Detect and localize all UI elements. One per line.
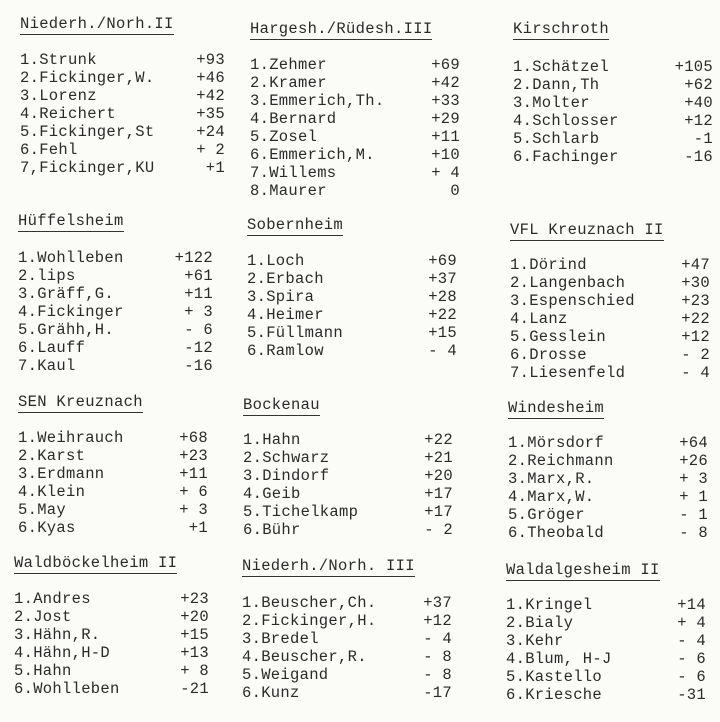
player-score: +11 [431, 128, 460, 146]
player-row [247, 252, 462, 270]
player-name: 1.Kringel [506, 596, 593, 614]
player-score: + 3 [184, 303, 213, 321]
player-name: 6.Kriesche [506, 686, 603, 704]
player-score: + 4 [431, 164, 460, 182]
player-name: 4.Beuscher,R. [242, 648, 367, 666]
player-row [508, 470, 713, 488]
player-score: -16 [184, 357, 213, 375]
player-row [513, 112, 713, 130]
player-name: 3.Emmerich,Th. [250, 92, 385, 110]
player-name: 2.Langenbach [510, 274, 626, 292]
player-row [243, 449, 458, 467]
player-score: +22 [424, 431, 453, 449]
player-row [18, 303, 218, 321]
player-score: +37 [423, 594, 452, 612]
player-score: +122 [174, 249, 213, 267]
player-row [510, 328, 715, 346]
player-row [513, 76, 713, 94]
team-title: Waldalgesheim II [506, 561, 660, 579]
player-row [513, 130, 713, 148]
player-row [20, 141, 225, 159]
player-row [20, 105, 225, 123]
team-title: Waldböckelheim II [14, 554, 178, 572]
player-name: 1.Loch [247, 252, 305, 270]
player-name: 1.Andres [14, 590, 91, 608]
player-row [18, 429, 218, 447]
player-name: 2.Fickinger,W. [20, 69, 155, 87]
player-name: 1.Zehmer [250, 56, 327, 74]
player-row [243, 467, 458, 485]
player-score: +1 [188, 519, 208, 537]
player-name: 5.Hahn [14, 662, 72, 680]
player-name: 3.Marx,R. [508, 470, 595, 488]
player-score: +1 [205, 159, 225, 177]
player-score: +12 [684, 112, 713, 130]
player-row [18, 285, 218, 303]
player-score: +23 [180, 590, 209, 608]
player-score: + 1 [679, 488, 708, 506]
player-score: -31 [677, 686, 706, 704]
player-name: 2.Bialy [506, 614, 574, 632]
player-list [14, 590, 219, 698]
player-row [247, 288, 462, 306]
player-row [18, 357, 218, 375]
team-title: SEN Kreuznach [18, 393, 143, 411]
player-row [510, 364, 715, 382]
player-row [510, 310, 715, 328]
player-name: 5.Kastello [506, 668, 603, 686]
player-score: -16 [684, 148, 713, 166]
player-score: -21 [180, 680, 209, 698]
player-name: 6.Fehl [20, 141, 78, 159]
player-name: 4.Reichert [20, 105, 117, 123]
player-name: 5.Grähh,H. [18, 321, 115, 339]
player-score: +11 [184, 285, 213, 303]
player-row [506, 668, 711, 686]
player-name: 3.Spira [247, 288, 315, 306]
player-score: +40 [684, 94, 713, 112]
player-name: 5.Füllmann [247, 324, 344, 342]
player-row [250, 56, 465, 74]
player-row [20, 87, 225, 105]
team-title: VFL Kreuznach II [510, 221, 664, 239]
player-name: 2.lips [18, 267, 76, 285]
player-list [506, 596, 711, 704]
player-score: +105 [674, 58, 713, 76]
player-score: +20 [180, 608, 209, 626]
player-list [242, 594, 457, 702]
player-row [508, 452, 713, 470]
player-row [20, 123, 225, 141]
player-name: 2.Karst [18, 447, 86, 465]
player-name: 3.Bredel [242, 630, 319, 648]
team-title: Bockenau [243, 396, 320, 414]
player-score: +15 [180, 626, 209, 644]
player-name: 2.Jost [14, 608, 72, 626]
player-name: 1.Wohlleben [18, 249, 124, 267]
player-score: +35 [196, 105, 225, 123]
player-name: 6.Kyas [18, 519, 76, 537]
player-name: 3.Kehr [506, 632, 564, 650]
player-name: 7.Willems [250, 164, 337, 182]
player-row [513, 58, 713, 76]
player-name: 2.Reichmann [508, 452, 614, 470]
player-score: +22 [428, 306, 457, 324]
team-title: Hargesh./Rüdesh.III [250, 20, 433, 38]
player-score: +14 [677, 596, 706, 614]
player-name: 1.Dörind [510, 256, 587, 274]
player-name: 6.Fachinger [513, 148, 619, 166]
player-row [508, 488, 713, 506]
player-row [243, 521, 458, 539]
player-score: - 2 [424, 521, 453, 539]
player-name: 5.Tichelkamp [243, 503, 359, 521]
player-score: +15 [428, 324, 457, 342]
player-name: 4.Marx,W. [508, 488, 595, 506]
player-score: -17 [423, 684, 452, 702]
player-score: - 6 [677, 650, 706, 668]
player-row [250, 110, 465, 128]
player-name: 5.Schlarb [513, 130, 600, 148]
player-row [18, 465, 218, 483]
player-score: + 3 [179, 501, 208, 519]
player-list [20, 51, 225, 177]
player-score: +24 [196, 123, 225, 141]
player-name: 1.Hahn [243, 431, 301, 449]
player-row [247, 306, 462, 324]
player-score: +42 [196, 87, 225, 105]
player-score: +93 [196, 51, 225, 69]
player-row [506, 650, 711, 668]
player-score: +17 [424, 485, 453, 503]
player-row [508, 434, 713, 452]
player-name: 4.Schlosser [513, 112, 619, 130]
player-name: 2.Schwarz [243, 449, 330, 467]
player-name: 4.Bernard [250, 110, 337, 128]
player-row [506, 632, 711, 650]
player-score: +61 [184, 267, 213, 285]
player-score: +12 [681, 328, 710, 346]
player-row [242, 666, 457, 684]
player-score: - 6 [677, 668, 706, 686]
player-name: 1.Strunk [20, 51, 97, 69]
player-row [14, 608, 219, 626]
player-row [18, 447, 218, 465]
player-name: 5.Fickinger,St [20, 123, 155, 141]
player-name: 2.Fickinger,H. [242, 612, 377, 630]
player-score: +64 [679, 434, 708, 452]
player-row [20, 51, 225, 69]
player-score: 0 [450, 182, 460, 200]
player-score: + 2 [196, 141, 225, 159]
player-row [513, 94, 713, 112]
player-list [250, 56, 465, 200]
player-name: 4.Lanz [510, 310, 568, 328]
player-name: 3.Hähn,R. [14, 626, 101, 644]
player-score: +69 [431, 56, 460, 74]
player-name: 4.Heimer [247, 306, 324, 324]
player-score: +46 [196, 69, 225, 87]
team-title: Sobernheim [247, 216, 344, 234]
player-row [18, 249, 218, 267]
player-score: -1 [693, 130, 713, 148]
player-name: 3.Espenschied [510, 292, 635, 310]
player-row [250, 164, 465, 182]
player-row [242, 684, 457, 702]
player-name: 6.Drosse [510, 346, 587, 364]
player-score: - 2 [681, 346, 710, 364]
player-score: - 8 [423, 666, 452, 684]
player-row [243, 431, 458, 449]
player-score: +10 [431, 146, 460, 164]
player-row [247, 270, 462, 288]
player-score: + 8 [180, 662, 209, 680]
player-score: +12 [423, 612, 452, 630]
player-name: 3.Lorenz [20, 87, 97, 105]
player-name: 3.Erdmann [18, 465, 105, 483]
player-score: +21 [424, 449, 453, 467]
player-row [508, 524, 713, 542]
player-name: 6.Bühr [243, 521, 301, 539]
player-row [18, 501, 218, 519]
player-score: +11 [179, 465, 208, 483]
player-score: +68 [179, 429, 208, 447]
player-name: 6.Theobald [508, 524, 605, 542]
player-score: +28 [428, 288, 457, 306]
player-name: 6.Wohlleben [14, 680, 120, 698]
player-row [14, 626, 219, 644]
player-name: 2.Dann,Th [513, 76, 600, 94]
player-row [14, 644, 219, 662]
player-name: 5.Zosel [250, 128, 318, 146]
team-title: Hüffelsheim [18, 212, 124, 230]
player-row [506, 614, 711, 632]
player-list [508, 434, 713, 542]
player-row [242, 630, 457, 648]
player-name: 1.Weihrauch [18, 429, 124, 447]
player-score: +20 [424, 467, 453, 485]
player-list [243, 431, 458, 539]
player-score: +33 [431, 92, 460, 110]
player-row [250, 92, 465, 110]
player-name: 4.Geib [243, 485, 301, 503]
player-list [18, 249, 218, 375]
player-score: +23 [681, 292, 710, 310]
player-score: +22 [681, 310, 710, 328]
player-row [250, 146, 465, 164]
player-score: +23 [179, 447, 208, 465]
player-name: 3.Gräff,G. [18, 285, 115, 303]
team-title: Niederh./Norh. III [242, 557, 415, 575]
player-name: 3.Molter [513, 94, 590, 112]
player-score: -12 [184, 339, 213, 357]
player-row [20, 159, 225, 177]
player-score: +37 [428, 270, 457, 288]
player-name: 5.Gröger [508, 506, 585, 524]
player-row [18, 321, 218, 339]
player-name: 4.Blum, H-J [506, 650, 612, 668]
player-row [242, 594, 457, 612]
player-row [510, 292, 715, 310]
player-name: 1.Mörsdorf [508, 434, 605, 452]
player-row [242, 612, 457, 630]
player-row [14, 590, 219, 608]
player-name: 3.Dindorf [243, 467, 330, 485]
player-name: 7.Kaul [18, 357, 76, 375]
player-row [247, 342, 462, 360]
player-list [18, 429, 218, 537]
player-score: +47 [681, 256, 710, 274]
player-score: + 6 [179, 483, 208, 501]
player-row [18, 483, 218, 501]
player-name: 6.Kunz [242, 684, 300, 702]
player-row [247, 324, 462, 342]
player-score: - 4 [428, 342, 457, 360]
player-row [510, 256, 715, 274]
player-score: - 8 [679, 524, 708, 542]
player-name: 1.Schätzel [513, 58, 610, 76]
player-row [506, 596, 711, 614]
player-score: - 1 [679, 506, 708, 524]
player-score: +13 [180, 644, 209, 662]
player-row [513, 148, 713, 166]
player-score: +29 [431, 110, 460, 128]
player-score: - 8 [423, 648, 452, 666]
player-name: 4.Klein [18, 483, 86, 501]
player-row [506, 686, 711, 704]
player-score: +17 [424, 503, 453, 521]
player-score: +26 [679, 452, 708, 470]
player-name: 5.Gesslein [510, 328, 607, 346]
player-score: +30 [681, 274, 710, 292]
player-score: +62 [684, 76, 713, 94]
player-name: 6.Lauff [18, 339, 86, 357]
player-row [510, 274, 715, 292]
player-list [513, 58, 713, 166]
team-title: Kirschroth [513, 20, 610, 38]
player-score: + 4 [677, 614, 706, 632]
player-row [250, 128, 465, 146]
player-row [243, 503, 458, 521]
player-row [14, 680, 219, 698]
player-name: 2.Erbach [247, 270, 324, 288]
player-score: - 4 [423, 630, 452, 648]
player-score: +69 [428, 252, 457, 270]
player-name: 7.Liesenfeld [510, 364, 626, 382]
player-row [250, 74, 465, 92]
player-row [18, 267, 218, 285]
player-row [18, 339, 218, 357]
player-name: 4.Fickinger [18, 303, 124, 321]
player-score: - 4 [677, 632, 706, 650]
player-row [250, 182, 465, 200]
player-name: 2.Kramer [250, 74, 327, 92]
player-name: 7,Fickinger,KU [20, 159, 155, 177]
player-name: 4.Hähn,H-D [14, 644, 111, 662]
player-row [508, 506, 713, 524]
player-name: 5.May [18, 501, 67, 519]
player-name: 5.Weigand [242, 666, 329, 684]
player-list [510, 256, 715, 382]
player-score: +42 [431, 74, 460, 92]
player-name: 8.Maurer [250, 182, 327, 200]
player-row [510, 346, 715, 364]
player-name: 6.Ramlow [247, 342, 324, 360]
player-score: + 3 [679, 470, 708, 488]
player-row [242, 648, 457, 666]
team-title: Windesheim [508, 399, 605, 417]
player-row [20, 69, 225, 87]
player-row [243, 485, 458, 503]
player-row [14, 662, 219, 680]
player-row [18, 519, 218, 537]
player-score: - 6 [184, 321, 213, 339]
player-name: 6.Emmerich,M. [250, 146, 375, 164]
player-name: 1.Beuscher,Ch. [242, 594, 377, 612]
player-score: - 4 [681, 364, 710, 382]
player-list [247, 252, 462, 360]
team-title: Niederh./Norh.II [20, 15, 174, 33]
